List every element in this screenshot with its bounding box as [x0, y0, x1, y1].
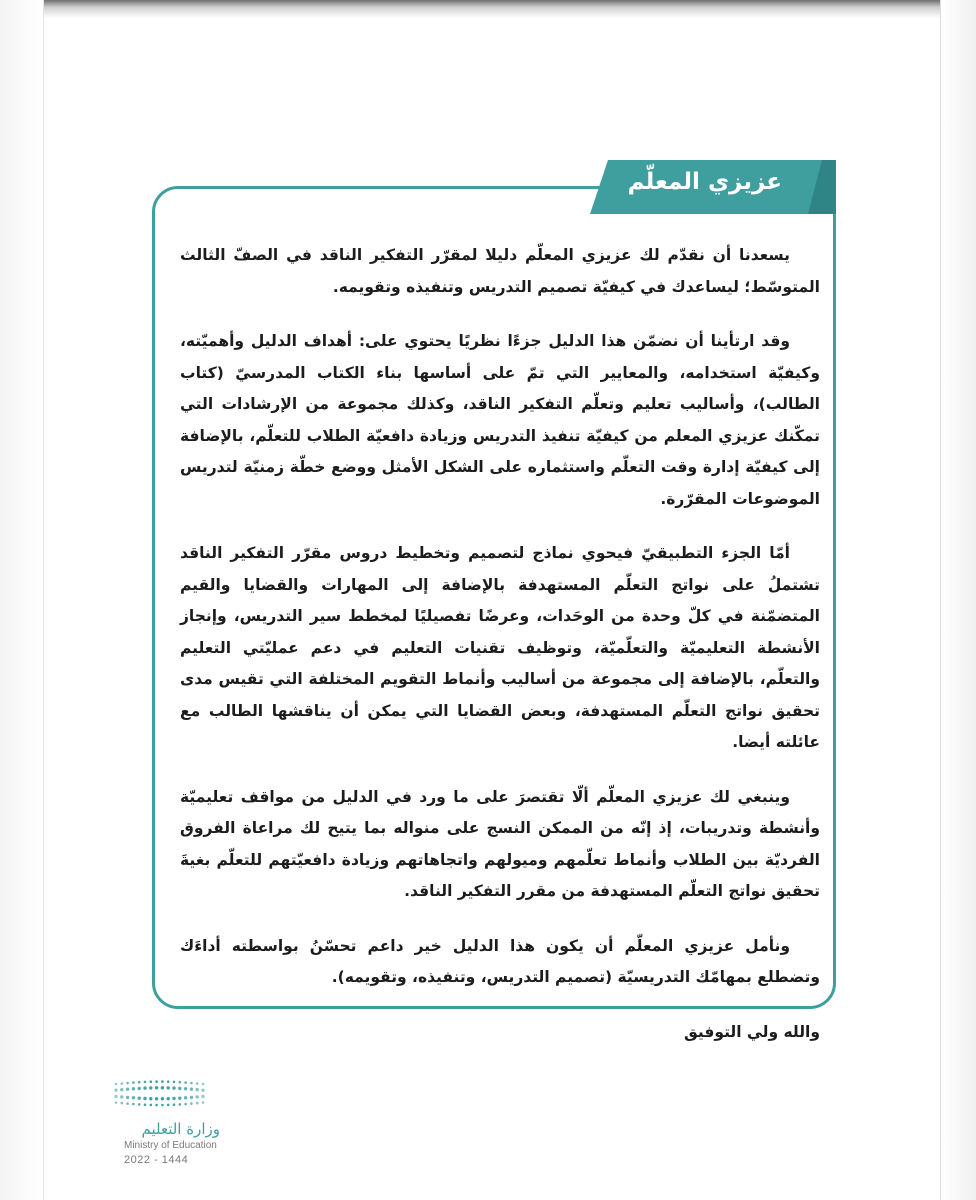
emblem-dot: [178, 1087, 181, 1090]
emblem-dot: [132, 1103, 135, 1106]
emblem-dot: [126, 1102, 129, 1105]
scan-top-edge: [0, 0, 976, 18]
emblem-dot: [155, 1097, 158, 1100]
emblem-dot: [167, 1086, 170, 1089]
emblem-dot: [114, 1095, 117, 1098]
emblem-dot: [155, 1104, 158, 1107]
emblem-dot: [184, 1096, 187, 1099]
emblem-dot: [121, 1082, 124, 1085]
emblem-dot: [138, 1103, 141, 1106]
emblem-dot: [138, 1081, 141, 1084]
emblem-dot: [115, 1083, 118, 1086]
emblem-dot: [167, 1080, 170, 1083]
emblem-dot: [144, 1103, 147, 1106]
ministry-name-arabic: وزارة التعليم: [141, 1120, 220, 1138]
emblem-dot: [196, 1088, 199, 1091]
emblem-dot: [184, 1087, 187, 1090]
paragraph-theory: وقد ارتأينا أن نضمّن هذا الدليل جزءًا نظريًا يحتوي على: أهداف الدليل وأهميّته، وكيفيّة استخدامه، والمعايير التي تمّ على أساسها بناء الكتاب المدرسيّ (كتاب الطالب)، وأساليب تعليم وتعلّم التفكير الناقد، وكذلك مجموعة من الإرشادات التي تمكّنك عزيزي المعلم من كيفيّة تنفيذ التدريس وزيادة دافعيّة الطلاب للتعلّم، بالإضافة إلى كيفيّة إدارة وقت التعلّم واستثماره على الشكل الأمثل ووضع خطّة زمنيّة لتدريس الموضوعات المقرّرة.: [180, 332, 820, 508]
emblem-dot: [132, 1096, 135, 1099]
emblem-dot: [138, 1087, 141, 1090]
paragraph-application: أمّا الجزء التطبيقيّ فيحوي نماذج لتصميم وتخطيط دروس مقرّر التفكير الناقد تشتملُ على نواتج التعلّم المستهدفة بالإضافة إلى المهارات والقضايا والقيم المتضمّنة في كلّ وحدة من الوحَدات، وعرضًا تفصيليًا لمخطط سير التدريس، وإنجاز الأنشطة التعليميّة والتعلّميّة، وتوظيف تقنيات التعليم في دعم عمليّتي التعليم والتعلّم، بالإضافة إلى مجموعة من أساليب وأنماط التقويم المختلفة التي تقيس مدى تحقيق نواتج التعلّم المستهدفة، وبعض القضايا التي يمكن أن يناقشها الطالب مع عائلته أيضا.: [180, 544, 820, 751]
paragraph-intro: يسعدنا أن نقدّم لك عزيزي المعلّم دليلا لمقرّر التفكير الناقد في الصفّ الثالث المتوسّط؛ ليساعدك في كيفيّة تصميم التدريس وتنفيذه وتقويمه.: [180, 246, 820, 296]
emblem-dot: [161, 1080, 164, 1083]
emblem-dot: [178, 1097, 181, 1100]
emblem-dot: [138, 1097, 141, 1100]
paragraph-hope: ونأمل عزيزي المعلّم أن يكون هذا الدليل خير داعم تحسّنُ بواسطته أداءَك وتضطلع بمهامّك التدريسيّة (تصميم التدريس، وتنفيذه، وتقويمه).: [180, 936, 820, 986]
ministry-name-english: Ministry of Education: [124, 1140, 217, 1151]
emblem-dot: [184, 1103, 187, 1106]
emblem-dot: [172, 1097, 175, 1100]
letter-body: [180, 240, 820, 1048]
closing-line: والله ولي التوفيق: [683, 1022, 820, 1041]
emblem-dot: [161, 1104, 164, 1107]
emblem-dot: [196, 1095, 199, 1098]
emblem-dot: [190, 1102, 193, 1105]
edition-year: 2022 - 1444: [124, 1154, 189, 1166]
emblem-dot: [143, 1097, 146, 1100]
emblem-dot: [179, 1081, 182, 1084]
emblem-dot: [155, 1086, 158, 1089]
emblem-dot: [144, 1081, 147, 1084]
emblem-dot: [190, 1096, 193, 1099]
emblem-dot: [132, 1087, 135, 1090]
emblem-dot: [120, 1088, 123, 1091]
emblem-dot: [173, 1081, 176, 1084]
paragraph-advice: وينبغي لك عزيزي المعلّم ألّا تقتصرَ على ما ورد في الدليل من مواقف تعليميّة وأنشطة وتدريبات، إذ إنّه من الممكن النسج على منواله بما يتيح لك مراعاة الفروق الفرديّة بين الطلاب وأنماط تعلّمهم وميولهم واتجاهاتهم وزيادة دافعيّتهم للتعلّم بغيةَ تحقيق نواتج التعلّم المستهدفة من مقرر التفكير الناقد.: [180, 787, 820, 900]
emblem-dot: [126, 1082, 129, 1085]
emblem-dot: [201, 1089, 204, 1092]
emblem-dot: [172, 1086, 175, 1089]
scan-left-margin: [0, 0, 44, 1200]
emblem-dot: [167, 1097, 170, 1100]
emblem-dot: [196, 1082, 199, 1085]
emblem-dot: [143, 1086, 146, 1089]
emblem-dot: [150, 1080, 153, 1083]
emblem-dot: [150, 1104, 153, 1107]
emblem-dot: [202, 1083, 205, 1086]
emblem-dot: [126, 1096, 129, 1099]
title-tab: [590, 160, 836, 214]
emblem-dot: [202, 1101, 205, 1104]
emblem-dot: [179, 1103, 182, 1106]
emblem-dot: [190, 1088, 193, 1091]
emblem-dot: [201, 1095, 204, 1098]
emblem-dot: [115, 1101, 118, 1104]
emblem-dot: [120, 1095, 123, 1098]
emblem-dot: [161, 1086, 164, 1089]
emblem-dot: [132, 1081, 135, 1084]
emblem-dot: [114, 1089, 117, 1092]
emblem-dot: [190, 1082, 193, 1085]
emblem-dot: [161, 1097, 164, 1100]
ministry-emblem-icon: [110, 1076, 210, 1116]
emblem-dot: [196, 1102, 199, 1105]
emblem-dot: [121, 1102, 124, 1105]
emblem-dot: [126, 1088, 129, 1091]
emblem-dot: [155, 1080, 158, 1083]
emblem-dot: [149, 1097, 152, 1100]
emblem-dot: [173, 1103, 176, 1106]
emblem-dot: [184, 1081, 187, 1084]
emblem-dot: [167, 1104, 170, 1107]
ministry-logo: [62, 1076, 222, 1176]
scan-right-margin: [940, 0, 976, 1200]
page-title: عزيزي المعلّم: [627, 169, 782, 195]
emblem-dot: [149, 1086, 152, 1089]
